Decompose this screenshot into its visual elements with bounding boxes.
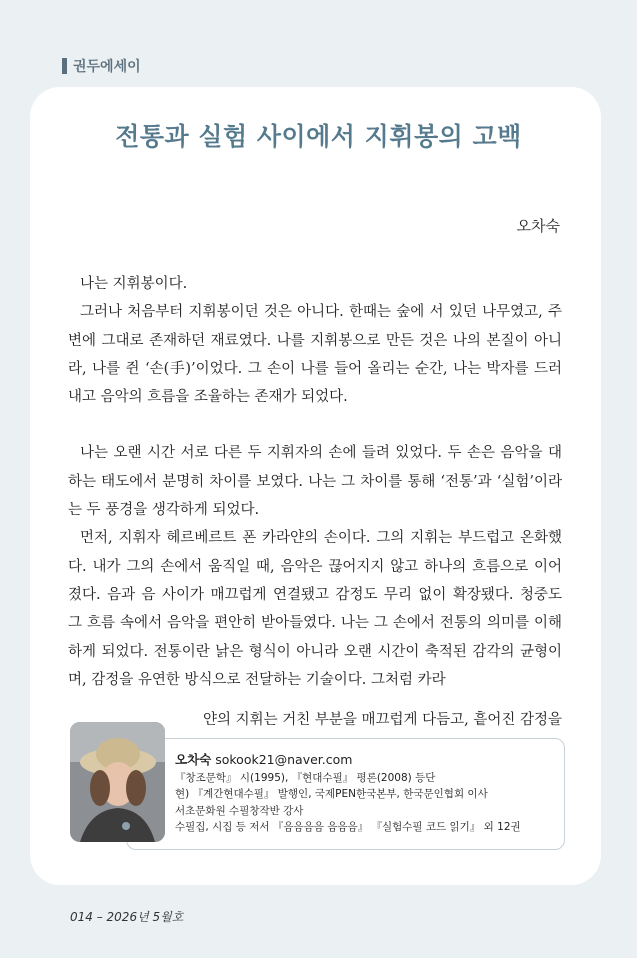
author-photo <box>70 722 165 842</box>
article-title: 전통과 실험 사이에서 지휘봉의 고백 <box>115 122 522 151</box>
author-bio <box>175 752 555 836</box>
page-footer: 014 – 2026년 5월호 <box>70 910 184 924</box>
paragraph: 나는 지휘봉이다. <box>80 276 188 292</box>
bio-email: sokook21@naver.com <box>215 752 353 767</box>
bio-name-line <box>175 752 555 769</box>
article-body <box>68 270 562 694</box>
article-author: 오차숙 <box>516 217 560 235</box>
bio-line: 『창조문학』 시(1995), 『현대수필』 평론(2008) 등단 <box>175 771 436 784</box>
paragraph-continuation: 얀의 지휘는 거친 부분을 매끄럽게 다듬고, 흩어진 감정을 <box>202 712 562 728</box>
bio-line: 수필집, 시집 등 저서 『음음음음 음음음』 『실험수필 코드 읽기』 외 12권 <box>175 821 521 833</box>
bio-name: 오차숙 <box>175 752 212 767</box>
paragraph: 그러나 처음부터 지휘봉이던 것은 아니다. 한때는 숲에 서 있던 나무였고, 주변에 그대로 존재하던 재료였다. 나를 지휘봉으로 만든 것은 나의 본질이 아니라, 나를 쥔 ‘손(手)’이었다. 그 손이 나를 들어 올리는 순간, 나는 박자를 드러내고 음악의 흐름을 조율하는 존재가 되었다. <box>68 304 562 406</box>
bio-line: 현) 『계간현대수필』 발행인, 국제PEN한국본부, 한국문인협회 이사 <box>175 788 488 800</box>
section-bar <box>62 58 67 74</box>
bio-line: 서초문화원 수필창작반 강사 <box>175 804 304 817</box>
section-tag <box>62 56 141 76</box>
section-label: 권두에세이 <box>73 59 141 75</box>
paragraph: 먼저, 지휘자 헤르베르트 폰 카라얀의 손이다. 그의 지휘는 부드럽고 온화했다. 내가 그의 손에서 움직일 때, 음악은 끊어지지 않고 하나의 흐름으로 이어졌다. 음과 음 사이가 매끄럽게 연결됐고 감정도 무리 없이 확장됐다. 청중도 그 흐름 속에서 음악을 편안히 받아들였다. 나는 그 손에서 전통의 의미를 이해하게 되었다. 전통이란 낡은 형식이 아니라 오랜 시간이 축적된 감각의 균형이며, 감정을 유연한 방식으로 전달하는 기술이다. 그처럼 카라 <box>68 530 562 688</box>
paragraph: 나는 오랜 시간 서로 다른 두 지휘자의 손에 들려 있었다. 두 손은 음악을 대하는 태도에서 분명히 차이를 보였다. 나는 그 차이를 통해 ‘전통’과 ‘실험’이라는 두 풍경을 생각하게 되었다. <box>68 445 562 519</box>
